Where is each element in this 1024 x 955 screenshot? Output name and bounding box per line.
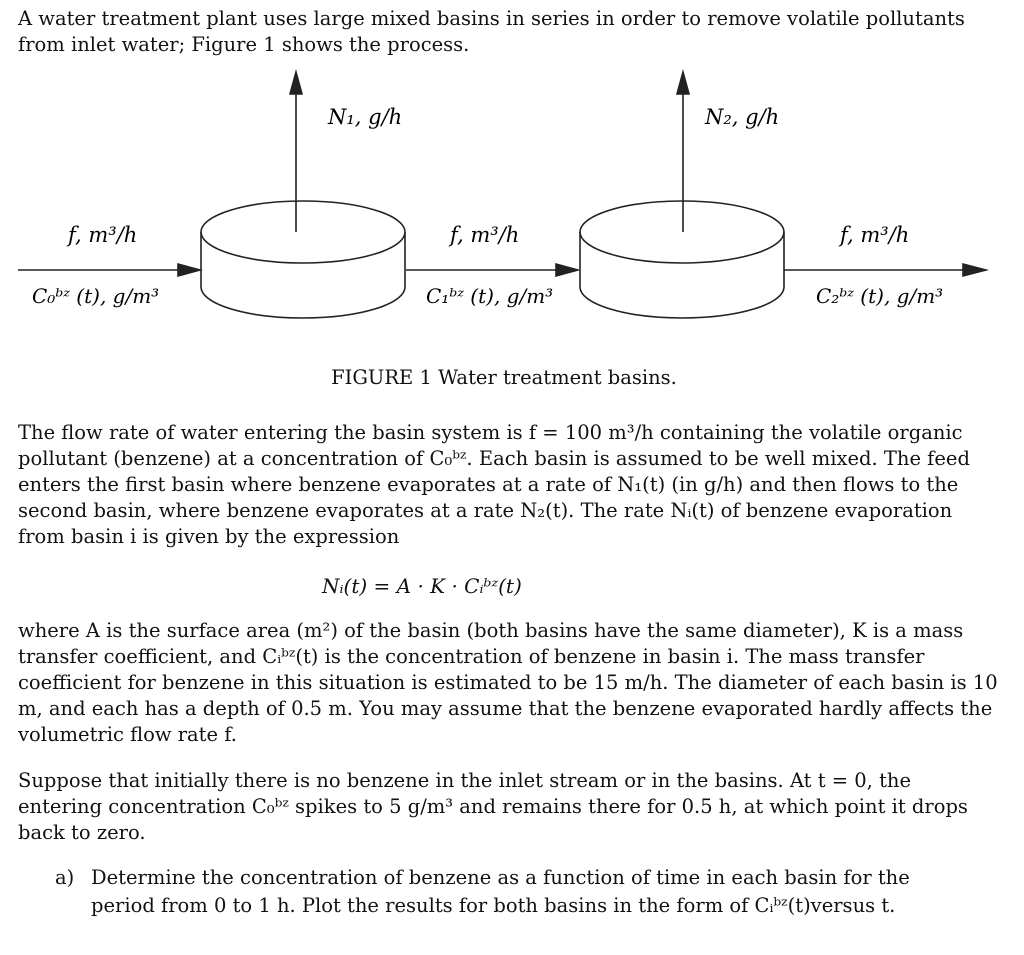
basin-diagram: [18, 62, 993, 337]
basin-2: [580, 201, 784, 318]
flow-label-mid: f, m³/h: [450, 223, 520, 247]
flow-label-outlet: f, m³/h: [840, 223, 910, 247]
intro-paragraph: A water treatment plant uses large mixed basins in series in order to remove volatile pollutants from inlet water; Figure 1 shows the process.: [18, 7, 965, 56]
arrow-icon: [556, 264, 578, 276]
variables-paragraph: where A is the surface area (m²) of the basin (both basins have the same diameter), K is a mass transfer coefficient, and Cᵢᵇᶻ(t) is the concentration of benzene in basin i. The mass transfer coefficient for benzene in this situation is estimated to be 15 m/h. The diameter of each basin is 10 m, and each has a depth of 0.5 m. You may assume that the benzene evaporated hardly affects the volumetric flow rate f.: [18, 619, 998, 746]
figure-caption: FIGURE 1 Water treatment basins.: [331, 366, 677, 389]
initial-condition-paragraph: Suppose that initially there is no benzene in the inlet stream or in the basins. At t = 0, the entering concentration C₀ᵇᶻ spikes to 5 g/m³ and remains there for 0.5 h, at which point it drops back to zero.: [18, 769, 968, 844]
flow-description-paragraph: The flow rate of water entering the basin system is f = 100 m³/h containing the volatile organic pollutant (benzene) at a concentration of C₀ᵇᶻ. Each basin is assumed to be well mixed. The feed enters the first basin where benzene evaporates at a rate of N₁(t) (in g/h) and then flows to the second basin, where benzene evaporates at a rate N₂(t). The rate Nᵢ(t) of benzene evaporation from basin i is given by the expression: [18, 421, 970, 548]
question-text: Determine the concentration of benzene as a function of time in each basin for the period from 0 to 1 h. Plot the results for both basins in the form of Cᵢᵇᶻ(t)versus t.: [91, 866, 910, 917]
arrow-up-icon: [290, 72, 302, 94]
question-label: a): [55, 866, 75, 889]
arrow-icon: [178, 264, 200, 276]
arrow-up-icon: [677, 72, 689, 94]
flow-line: [18, 264, 986, 276]
evaporation-arrows: [290, 72, 689, 232]
conc-label-mid: C₁ᵇᶻ (t), g/m³: [426, 284, 554, 308]
evaporation-equation: Nᵢ(t) = A · K · Cᵢᵇᶻ(t): [322, 574, 522, 598]
conc-label-inlet: C₀ᵇᶻ (t), g/m³: [32, 284, 160, 308]
n2-label: N₂, g/h: [705, 105, 780, 129]
n1-label: N₁, g/h: [328, 105, 403, 129]
flow-label-inlet: f, m³/h: [68, 223, 138, 247]
conc-label-outlet: C₂ᵇᶻ (t), g/m³: [816, 284, 944, 308]
basin-1: [201, 201, 405, 318]
arrow-icon: [963, 264, 986, 276]
